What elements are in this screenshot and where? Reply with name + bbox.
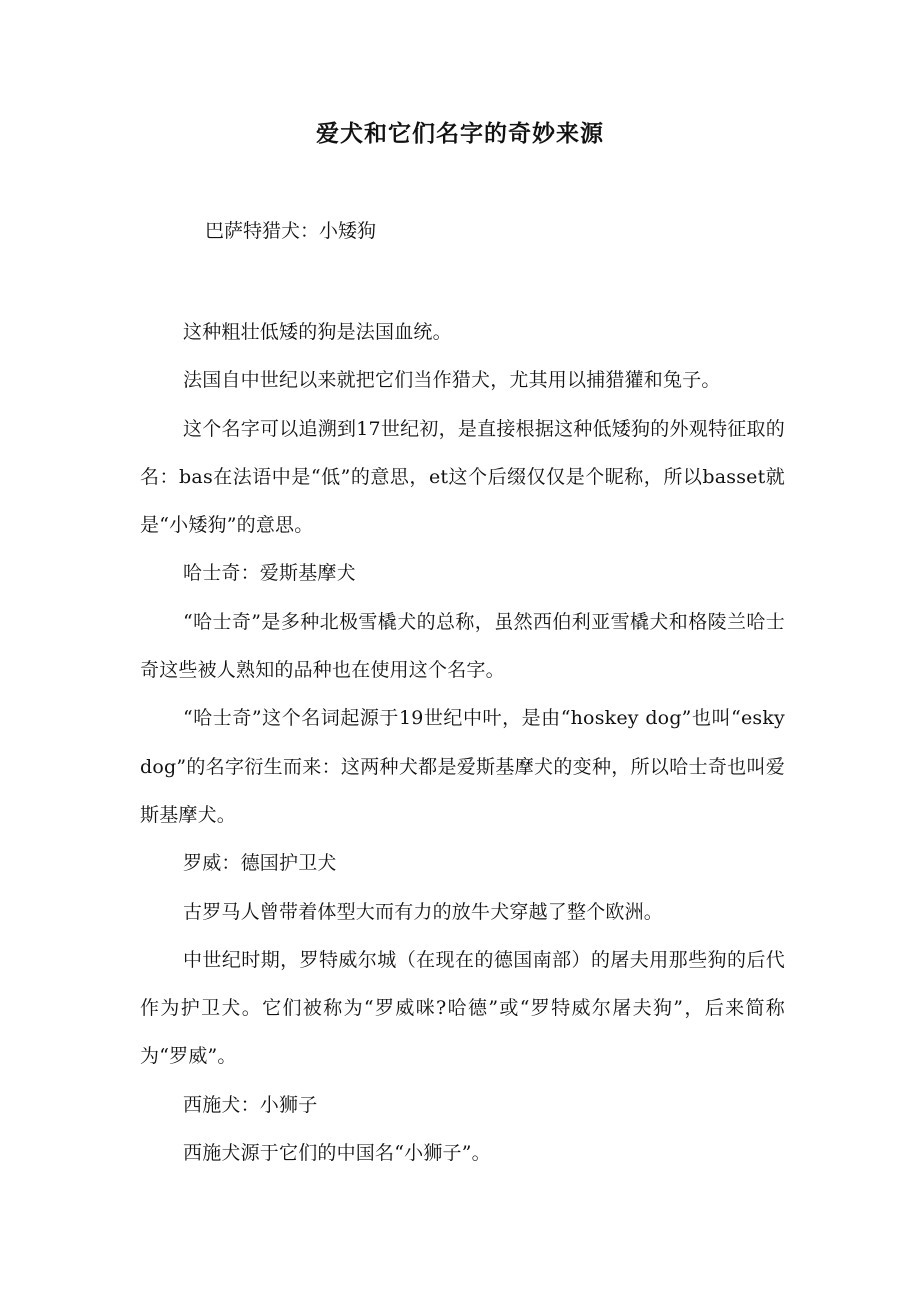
section-heading: 西施犬：小狮子	[183, 1093, 318, 1116]
paragraph: 中世纪时期，罗特威尔城（在现在的德国南部）的屠夫用那些狗的后代作为护卫犬。它们被称为“罗威咪?哈德”或“罗特威尔屠夫狗”，后来简称为“罗威”。	[140, 948, 785, 1068]
section-subtitle: 巴萨特猎犬：小矮狗	[205, 220, 377, 242]
section-heading: 罗威：德国护卫犬	[183, 852, 337, 875]
paragraph: 法国自中世纪以来就把它们当作猎犬，尤其用以捕猎獾和兔子。	[183, 369, 721, 392]
paragraph: 这种粗壮低矮的狗是法国血统。	[183, 321, 452, 343]
paragraph: 西施犬源于它们的中国名“小狮子”。	[183, 1142, 491, 1165]
paragraph: 古罗马人曾带着体型大而有力的放牛犬穿越了整个欧洲。	[183, 900, 664, 923]
article-body	[140, 308, 785, 1177]
paragraph: 这个名字可以追溯到17世纪初，是直接根据这种低矮狗的外观特征取的名：bas在法语中是“低”的意思，et这个后缀仅仅是个昵称，所以basset就是“小矮狗”的意思。	[140, 417, 785, 537]
section-heading: 哈士奇：爱斯基摩犬	[183, 562, 356, 585]
paragraph: “哈士奇”是多种北极雪橇犬的总称，虽然西伯利亚雪橇犬和格陵兰哈士奇这些被人熟知的品种也在使用这个名字。	[140, 610, 785, 682]
paragraph: “哈士奇”这个名词起源于19世纪中叶，是由“hoskey dog”也叫“esky dog”的名字衍生而来：这两种犬都是爱斯基摩犬的变种，所以哈士奇也叫爱斯基摩犬。	[140, 707, 785, 826]
page-title: 爱犬和它们名字的奇妙来源	[316, 120, 604, 147]
